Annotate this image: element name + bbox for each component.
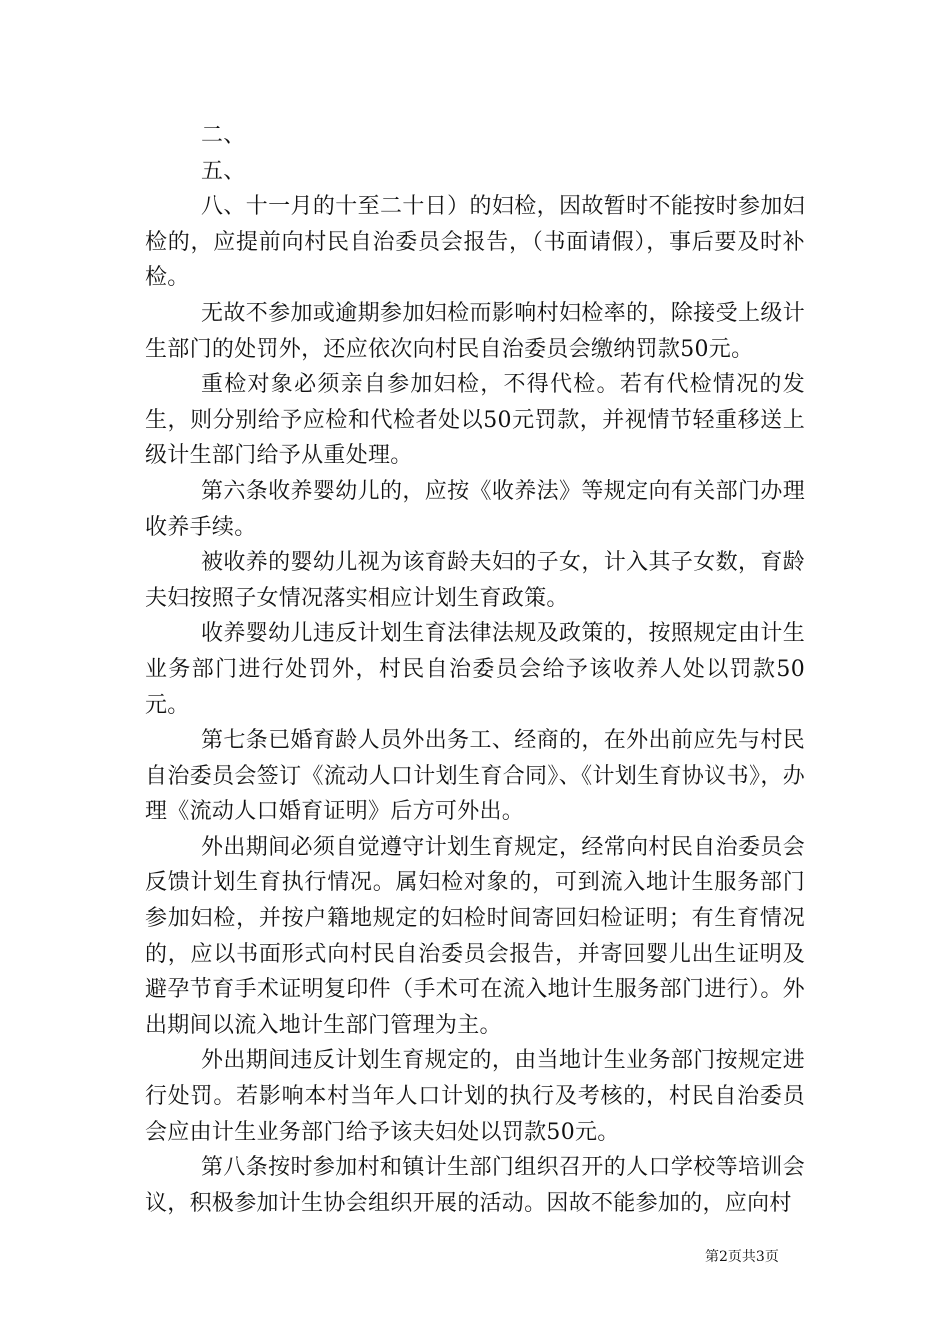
page-number-footer: 第2页共3页 bbox=[705, 1249, 779, 1265]
document-body bbox=[145, 118, 805, 1221]
paragraph-adopted-children: 被收养的婴幼儿视为该育龄夫妇的子女，计入其子女数，育龄夫妇按照子女情况落实相应计划生育政策。 bbox=[145, 550, 805, 611]
paragraph-article-seven: 第七条已婚育龄人员外出务工、经商的，在外出前应先与村民自治委员会签订《流动人口计划生育合同》、《计划生育协议书》，办理《流动人口婚育证明》后方可外出。 bbox=[145, 728, 805, 825]
paragraph-away-obligations: 外出期间必须自觉遵守计划生育规定，经常向村民自治委员会反馈计划生育执行情况。属妇检对象的，可到流入地计生服务部门参加妇检，并按户籍地规定的妇检时间寄回妇检证明；有生育情况的，应以书面形式向村民自治委员会报告，并寄回婴儿出生证明及避孕节育手术证明复印件（手术可在流入地计生服务部门进行）。外出期间以流入地计生部门管理为主。 bbox=[145, 834, 805, 1038]
paragraph-checkup-leave: 八、十一月的十至二十日）的妇检，因故暂时不能按时参加妇检的，应提前向村民自治委员会报告，（书面请假），事后要及时补检。 bbox=[145, 194, 805, 291]
paragraph-adoption-violation: 收养婴幼儿违反计划生育法律法规及政策的，按照规定由计生业务部门进行处罚外，村民自治委员会给予该收养人处以罚款50元。 bbox=[145, 621, 805, 718]
paragraph-absence-penalty: 无故不参加或逾期参加妇检而影响村妇检率的，除接受上级计生部门的处罚外，还应依次向村民自治委员会缴纳罚款50元。 bbox=[145, 300, 805, 362]
paragraph-article-six: 第六条收养婴幼儿的，应按《收养法》等规定向有关部门办理收养手续。 bbox=[145, 478, 805, 540]
paragraph-proxy-penalty: 重检对象必须亲自参加妇检，不得代检。若有代检情况的发生，则分别给予应检和代检者处以50元罚款，并视情节轻重移送上级计生部门给予从重处理。 bbox=[145, 372, 805, 469]
paragraph-article-eight: 第八条按时参加村和镇计生部门组织召开的人口学校等培训会议，积极参加计生协会组织开展的活动。因故不能参加的，应向村 bbox=[145, 1155, 805, 1216]
paragraph-section-two: 二、 bbox=[201, 123, 246, 148]
paragraph-section-five: 五、 bbox=[201, 158, 246, 184]
paragraph-away-violation: 外出期间违反计划生育规定的，由当地计生业务部门按规定进行处罚。若影响本村当年人口计划的执行及考核的，村民自治委员会应由计生业务部门给予该夫妇处以罚款50元。 bbox=[145, 1048, 805, 1145]
